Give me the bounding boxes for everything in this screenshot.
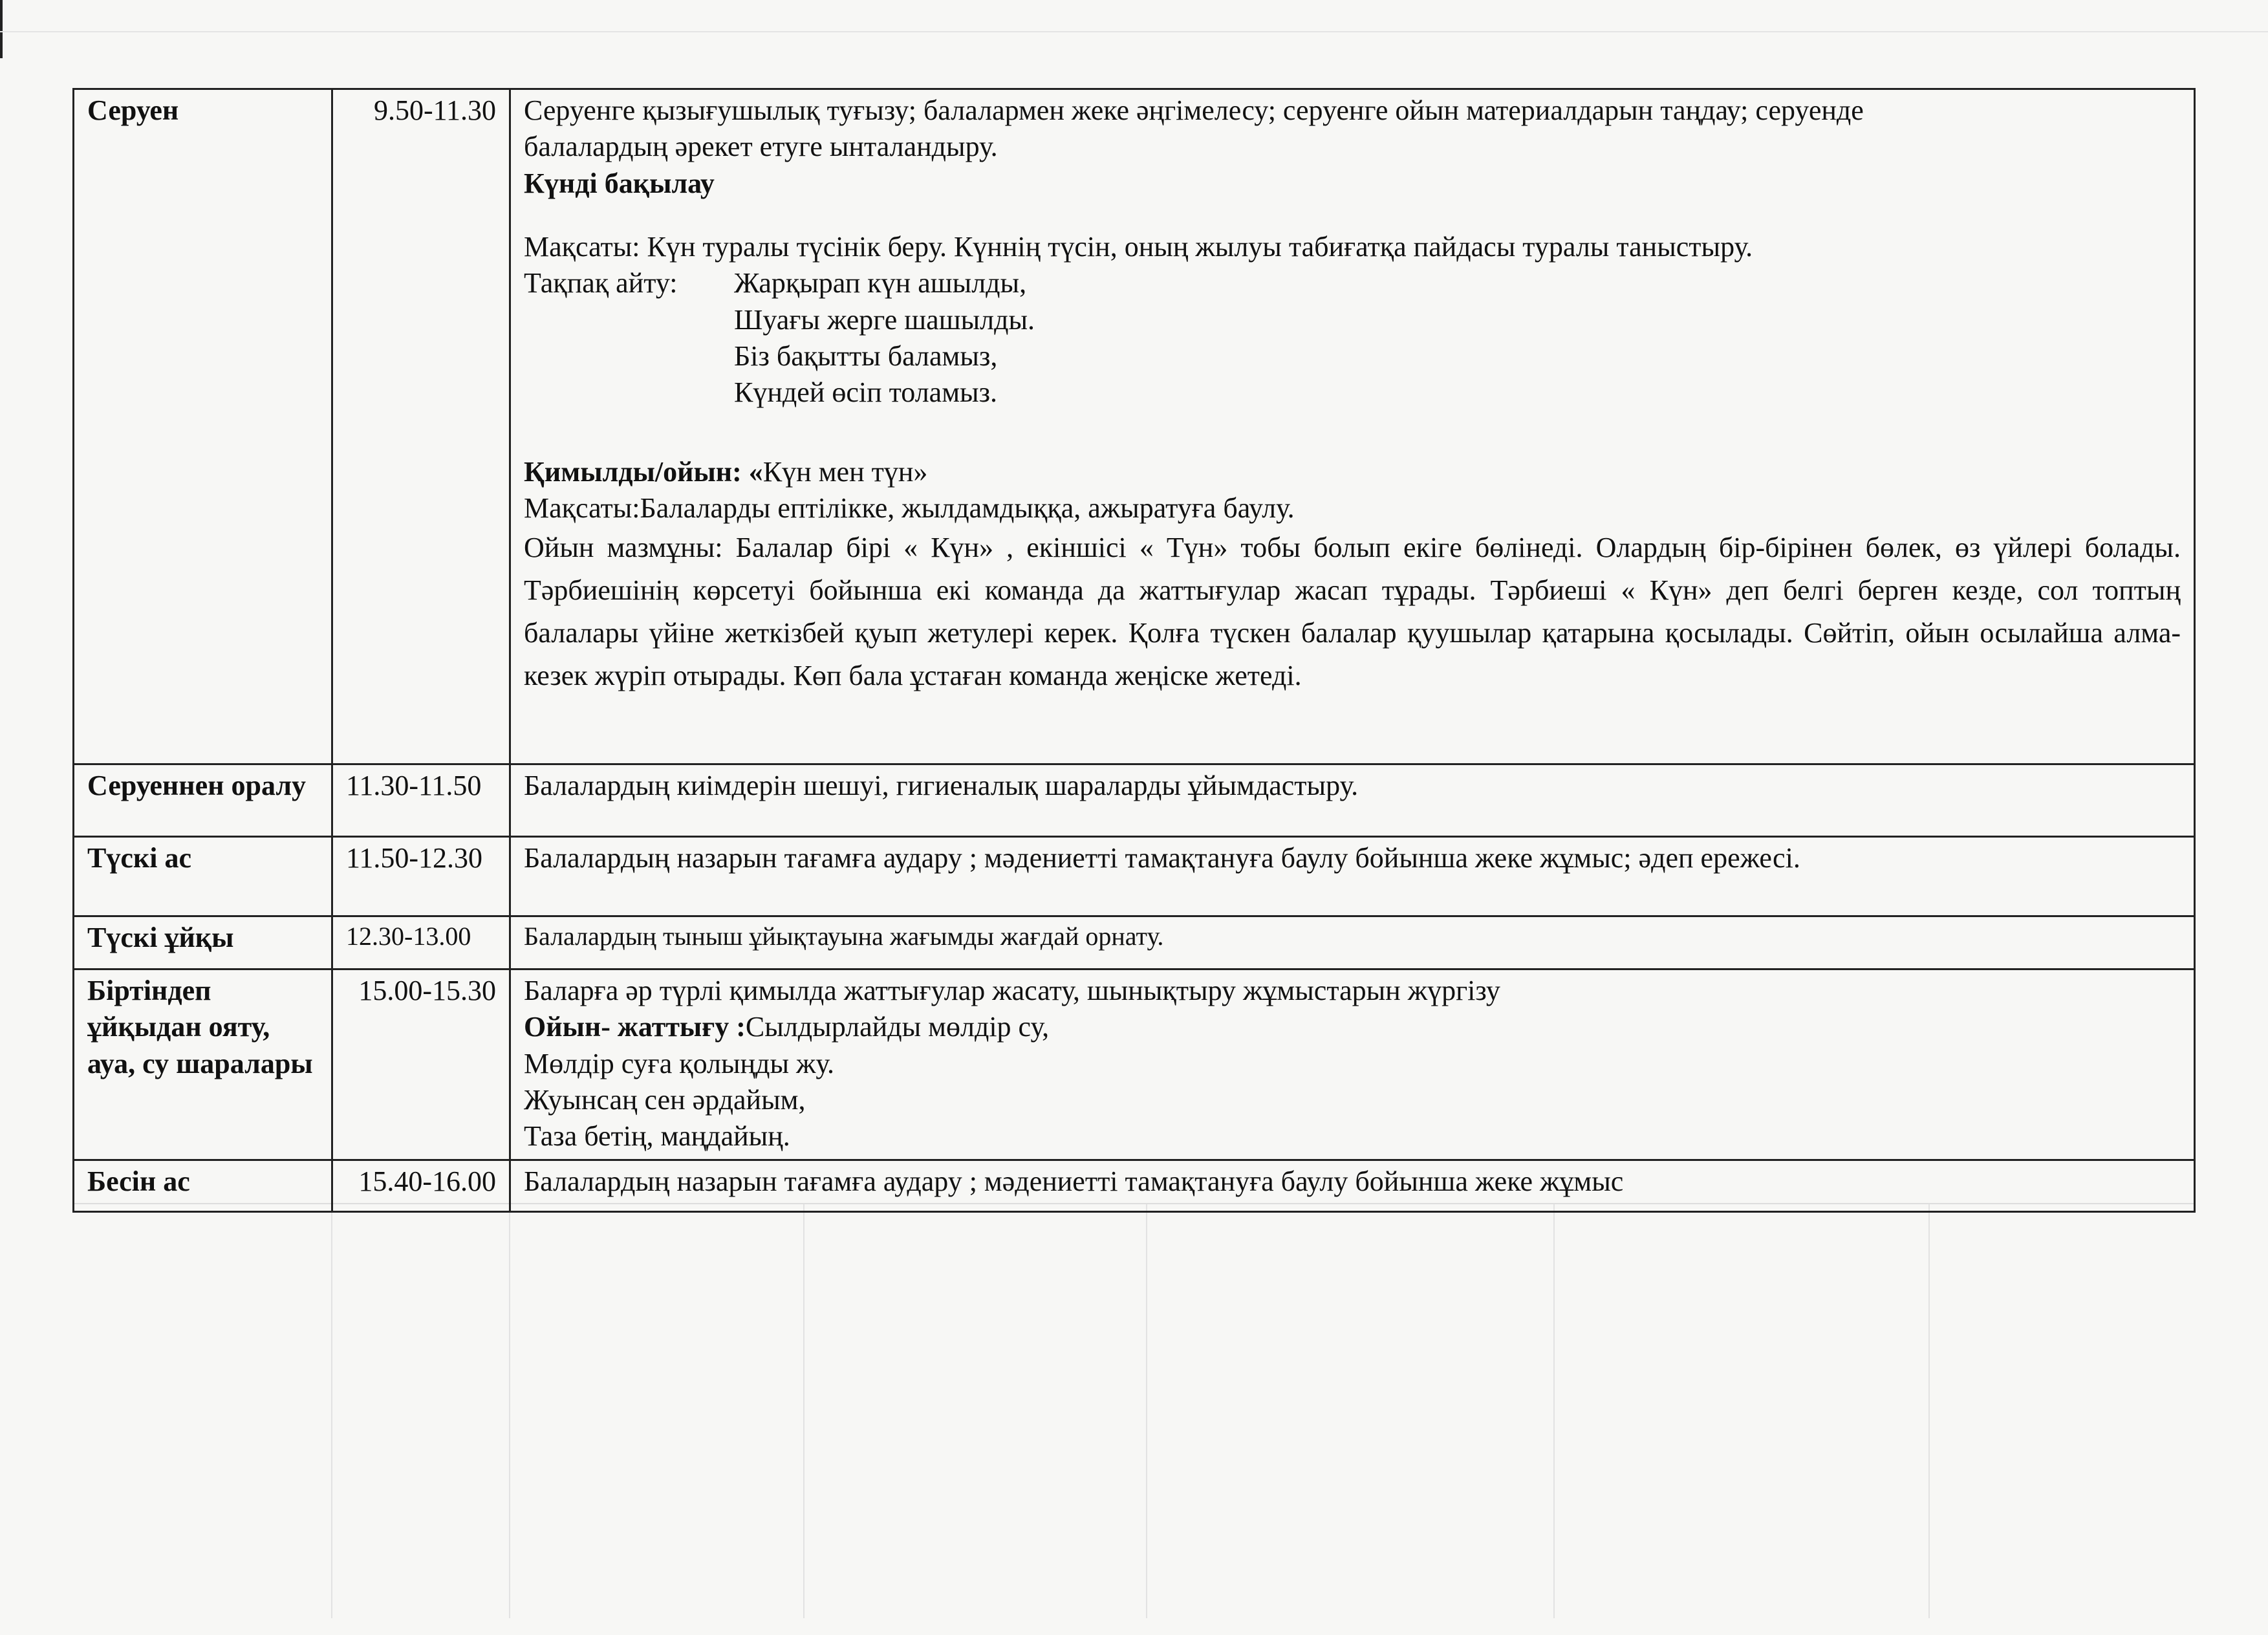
observation-goal: Мақсаты: Күн туралы түсінік беру. Күннің түсін, оның жылуы табиғатқа пайдасы туралы таныстыру. (524, 230, 1753, 263)
scan-edge-mark (0, 0, 3, 58)
activity-description (510, 969, 2195, 1160)
verse-line: Сылдырлайды мөлдір су, (745, 1011, 1050, 1043)
table-row (74, 1160, 2195, 1211)
activity-time: 15.40-16.00 (332, 1160, 510, 1211)
activity-name: Түскі ұйқы (74, 916, 332, 969)
walk-line-2: балалардың әрекет етуге ынталандыру. (524, 131, 998, 163)
table-row (74, 837, 2195, 916)
activity-name: Біртіндеп ұйқыдан ояту, ауа, су шаралары (74, 969, 332, 1160)
game-goal: Мақсаты:Балаларды ептілікке, жылдамдыққа, ажыратуға баулу. (524, 492, 1295, 524)
activity-description: Балалардың тыныш ұйықтауына жағымды жағдай орнату. (510, 916, 2195, 969)
game-label: Қимылды/ойын: « (524, 455, 763, 488)
game-content: Ойын мазмұны: Балалар бірі « Күн» , екіншісі « Түн» тобы болып екігe бөлінеді. Олардың бір-бірінен бөлек, өз үйлері болады. Тәрбиешінің көрсетуі бойынша екі команда да жаттығулар жасап тұрады. Тәрбиеші « Күн» деп белгі берген кезде, сол топтың балалары үйіне жеткізбей қуып жетулері керек. Қолға түскен балалар қуушылар қатарына қосылады. Сөйтіп, ойын осылайша алма-кезек жүріп отырады. Көп бала ұстаған команда жеңіске жетеді. (524, 532, 2181, 692)
activity-time: 15.00-15.30 (332, 969, 510, 1160)
activity-description: Балалардың назарын тағамға аудару ; мәдениетті тамақтануға баулу бойынша жеке жұмыс (510, 1160, 2195, 1211)
activity-name: Серуен (74, 89, 332, 764)
table-row (74, 969, 2195, 1160)
table-row (74, 89, 2195, 764)
activity-time: 12.30-13.00 (332, 916, 510, 969)
poem-line: Күндей өсіп толамыз. (734, 376, 997, 409)
verse-line: Мөлдір суға қолыңды жу. (524, 1047, 835, 1079)
table-row (74, 916, 2195, 969)
observation-title: Күнді бақылау (524, 167, 715, 199)
verse-line: Таза бетің, маңдайың. (524, 1120, 790, 1153)
activity-description: Балалардың назарын тағамға аудару ; мәдениетті тамақтануға баулу бойынша жеке жұмыс; әдеп ережесі. (510, 837, 2195, 916)
poem-label: Тақпақ айту: (524, 267, 678, 299)
activity-description (510, 89, 2195, 764)
exercise-label: Ойын- жаттығу : (524, 1011, 746, 1043)
game-heading (524, 454, 2181, 490)
activity-name: Серуеннен оралу (74, 764, 332, 837)
activity-time: 11.30-11.50 (332, 764, 510, 837)
activity-description: Балалардың киімдерін шешуі, гигиеналық шараларды ұйымдастыру. (510, 764, 2195, 837)
table-row (74, 764, 2195, 837)
procedure-line: Баларға әр түрлі қимылда жаттығулар жасату, шынықтыру жұмыстарын жүргізу (524, 975, 1500, 1006)
daily-schedule-table (72, 88, 2196, 1213)
poem-line: Біз бақытты баламыз, (734, 340, 998, 372)
activity-time: 11.50-12.30 (332, 837, 510, 916)
activity-name: Түскі ас (74, 837, 332, 916)
scan-top-line (0, 31, 2268, 32)
verse-line: Жуынсаң сен әрдайым, (524, 1083, 806, 1116)
walk-line-1: Серуенге қызығушылық туғызу; балалармен жеке әңгімелесу; серуенге ойын материалдарын таңдау; серуенде (524, 94, 1864, 126)
poem-line: Жарқырап күн ашылды, (734, 267, 1027, 299)
activity-name: Бесін ас (74, 1160, 332, 1211)
poem-line: Шуағы жерге шашылды. (734, 303, 1035, 336)
bleed-through-ghost (72, 1203, 2194, 1618)
game-name: Күн мен түн» (762, 455, 928, 488)
activity-time: 9.50-11.30 (332, 89, 510, 764)
